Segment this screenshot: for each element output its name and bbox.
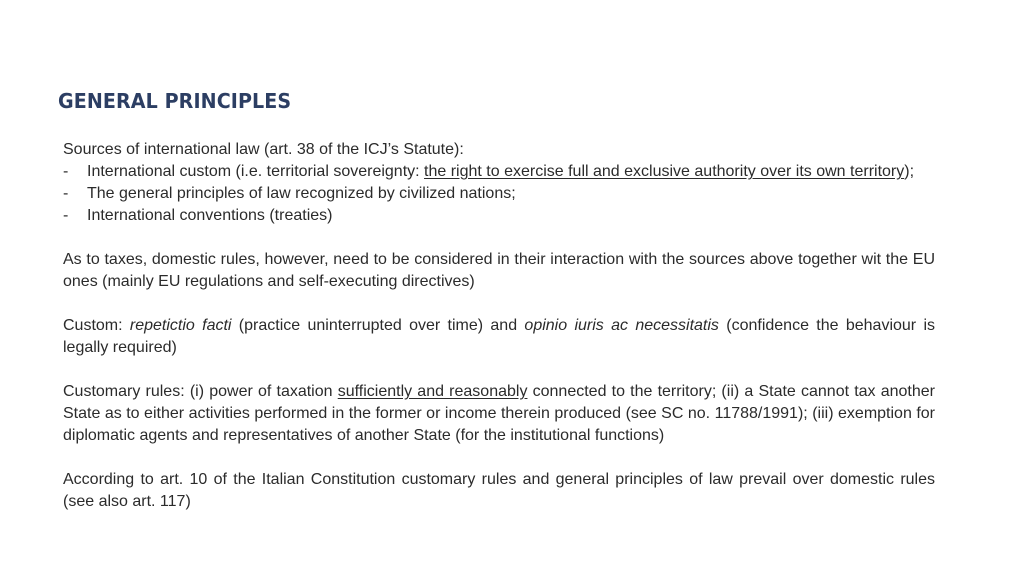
list-dash: - — [63, 185, 69, 202]
custom-middle: (practice uninterrupted over time) and — [231, 317, 525, 334]
spacer — [63, 227, 935, 249]
sources-intro: Sources of international law (art. 38 of the ICJ’s Statute): — [63, 141, 464, 158]
customary-rules-tail: connected to the territory; (ii) a State cannot tax another State as to either activities performed in the former or income therein produced (see SC no. 11788/1991); (iii) exemption for diplomatic agents and representatives of another State (for the institutional functions) — [63, 383, 935, 444]
slide-body — [63, 139, 935, 513]
list-item — [63, 205, 935, 227]
conventions-item: International conventions (treaties) — [87, 207, 333, 224]
list-item — [63, 183, 935, 205]
list-dash: - — [63, 163, 69, 180]
general-principles-item: The general principles of law recognized by civilized nations; — [87, 185, 516, 202]
sources-list — [63, 161, 935, 227]
list-item — [63, 161, 935, 183]
taxes-paragraph: As to taxes, domestic rules, however, need to be considered in their interaction with the sources above together wit the EU ones (mainly EU regulations and self-executing directives) — [63, 251, 935, 290]
custom-paragraph — [63, 315, 935, 359]
constitution-paragraph: According to art. 10 of the Italian Constitution customary rules and general principles of law prevail over domestic rules (see also art. 117) — [63, 471, 935, 510]
spacer — [63, 447, 935, 469]
custom-item-suffix: ); — [904, 163, 915, 180]
sovereignty-definition: the right to exercise full and exclusive authority over its own territory — [424, 163, 905, 180]
custom-term-opinio: opinio iuris ac necessitatis — [524, 317, 719, 334]
custom-item-prefix: International custom (i.e. territorial sovereignty: — [87, 163, 425, 180]
slide-title: GENERAL PRINCIPLES — [58, 89, 292, 113]
spacer — [63, 293, 935, 315]
customary-rules-lead: Customary rules: (i) power of taxation — [63, 383, 338, 400]
custom-term-repetictio: repetictio facti — [129, 317, 232, 334]
customary-rules-paragraph — [63, 381, 935, 447]
list-dash: - — [63, 207, 69, 224]
custom-tail: (confidence the behaviour is legally required) — [63, 317, 935, 356]
customary-rules-underlined: sufficiently and reasonably — [337, 383, 528, 400]
custom-lead: Custom: — [63, 317, 130, 334]
spacer — [63, 359, 935, 381]
